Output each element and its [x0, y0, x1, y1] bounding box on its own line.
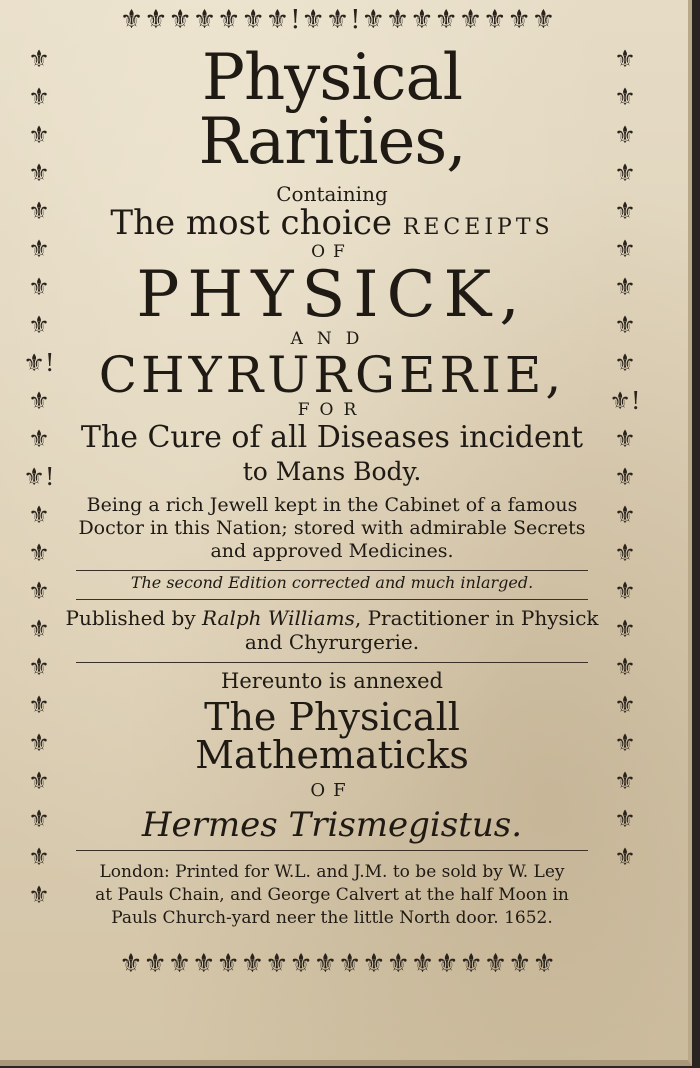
imprint-line-3: Pauls Church-yard neer the little North door. 1652. [111, 908, 553, 929]
bottom-ornament-border: ⚜⚜⚜⚜⚜⚜⚜⚜⚜⚜⚜⚜⚜⚜⚜⚜⚜⚜ [119, 949, 557, 979]
of-line: OF [311, 242, 353, 262]
receipts-text: RECEIPTS [402, 215, 554, 240]
chyrurgerie-heading: CHYRURGERIE, [98, 346, 566, 404]
left-ornament-border: ⚜⚜⚜⚜⚜⚜⚜⚜⚜!⚜⚜⚜!⚜⚜⚜⚜⚜⚜⚜⚜⚜⚜⚜ [23, 45, 55, 909]
divider-rule [76, 599, 588, 600]
for-line: FOR [297, 400, 367, 420]
of-line-2: OF [310, 780, 354, 802]
hermes-heading: Hermes Trismegistus. [141, 805, 523, 846]
most-choice-text: The most choice [110, 203, 403, 243]
divider-rule [76, 570, 588, 571]
second-edition-line: The second Edition corrected and much inlarged. [130, 573, 534, 593]
author-name: Ralph Williams [202, 606, 355, 631]
and-line: AND [290, 329, 374, 349]
jewell-paragraph: Being a rich Jewell kept in the Cabinet of a famous Doctor in this Nation; stored with admirable Secrets and approved Medicines. [78, 494, 586, 562]
right-ornament-border: ⚜⚜⚜⚜⚜⚜⚜⚜⚜⚜!⚜⚜⚜⚜⚜⚜⚜⚜⚜⚜⚜⚜ [609, 45, 641, 871]
most-choice-line [62, 203, 602, 243]
imprint [62, 861, 602, 930]
practitioner-text: , Practitioner in Physick and Chyrurgerie. [244, 606, 599, 655]
title-text-block [62, 40, 602, 960]
containing-line: Containing [276, 182, 388, 206]
published-by-text: Published by [65, 606, 203, 631]
hereunto-line: Hereunto is annexed [221, 669, 443, 694]
top-ornament-border: ⚜⚜⚜⚜⚜⚜⚜!⚜⚜!⚜⚜⚜⚜⚜⚜⚜⚜ [119, 5, 557, 35]
physick-heading: PHYSICK, [136, 258, 528, 332]
imprint-line-2: at Pauls Chain, and George Calvert at the half Moon in [95, 885, 569, 906]
imprint-line-1: London: Printed for W.L. and J.M. to be sold by W. Ley [99, 862, 565, 883]
cure-line: The Cure of all Diseases incident [80, 420, 584, 455]
mans-body-line: to Mans Body. [242, 457, 422, 486]
main-title: Physical Rarities, [198, 41, 466, 179]
published-by-paragraph [62, 606, 602, 654]
divider-rule [76, 662, 588, 663]
physicall-mathematicks-heading: The Physicall Mathematicks [195, 695, 469, 778]
divider-rule [76, 850, 588, 851]
